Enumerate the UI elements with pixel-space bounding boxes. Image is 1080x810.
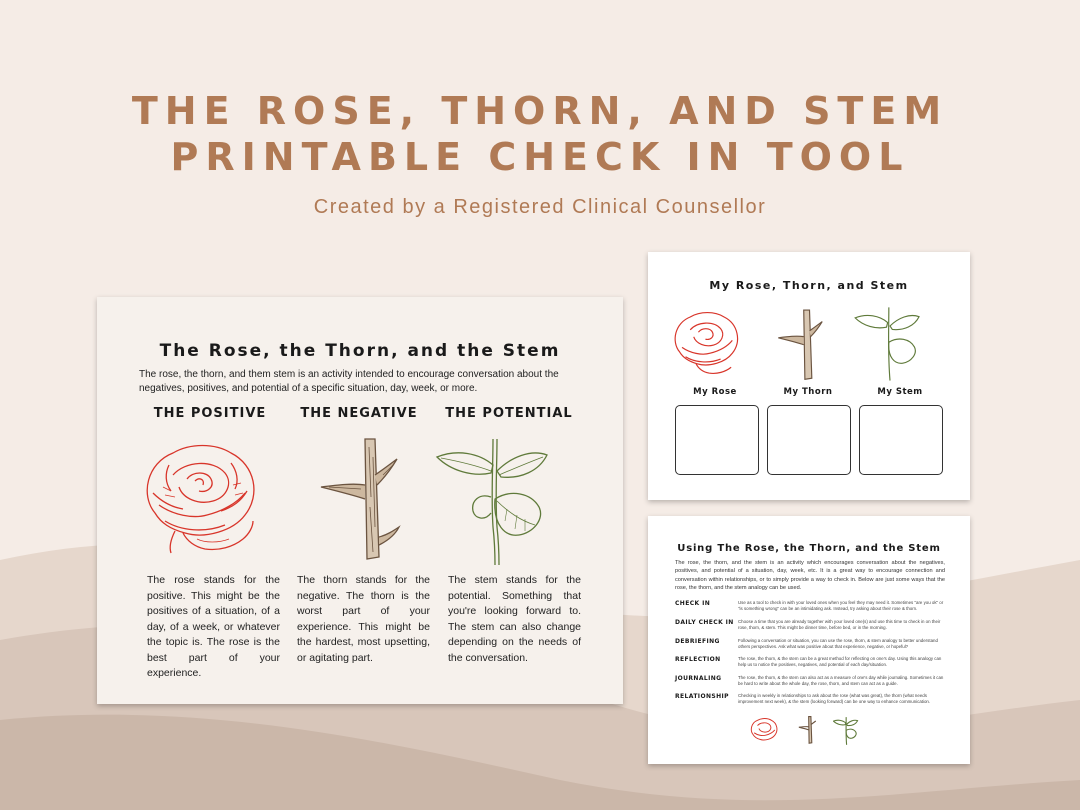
use-term: CHECK IN (675, 600, 711, 607)
positive-description: The rose stands for the positive. This might be the positives of a situation, of a day, of a week, or whatever the topic is. The rose is the best part of your experience. (147, 574, 280, 679)
stem-icon (854, 306, 944, 382)
rose-icon (748, 716, 780, 746)
use-description: The rose, the thorn, & the stem can also act as a measure of one's day while journaling. Sometimes it can be hard to write about the whole day, the rose, thorn, and stem can act as a guide. (738, 675, 944, 687)
negative-heading: THE NEGATIVE (300, 406, 418, 421)
use-term: JOURNALING (675, 675, 722, 682)
use-row (675, 675, 947, 693)
use-row (675, 638, 947, 656)
use-row (675, 600, 947, 618)
rose-icon (135, 435, 265, 560)
thorn-icon (776, 308, 828, 382)
my-thorn-box (767, 405, 851, 475)
rose-icon (668, 306, 744, 380)
use-term: REFLECTION (675, 656, 721, 663)
use-row (675, 619, 947, 637)
my-rose-label: My Rose (693, 387, 737, 397)
potential-description: The stem stands for the potential. Something that you're looking forward to. The stem can also change depending on the needs of the conversation. (448, 574, 581, 664)
my-rose-box (675, 405, 759, 475)
use-description: Checking in weekly in relationships to ask about the rose (what was great), the thorn (what needs improvement next week), & the stem (looking forward) can be one way to enhance communication. (738, 693, 931, 705)
use-description: The rose, the thorn, & the stem can be a great method for reflecting on one's day. Using this analogy can help us to notice the positives, negatives, and potential of each day/situation. (738, 656, 942, 668)
my-thorn-label: My Thorn (783, 387, 833, 397)
positive-heading: THE POSITIVE (153, 406, 267, 421)
thorn-icon (317, 437, 407, 562)
use-description: Choose a time that you are already together with your loved one(s) and use this time to check in on their rose, thorn, & stem. This might be dinner time, before bed, or in the morning. (738, 619, 941, 631)
potential-heading: THE POTENTIAL (445, 406, 573, 421)
use-term: DEBRIEFING (675, 638, 720, 645)
use-term: DAILY CHECK IN (675, 619, 734, 626)
my-stem-box (859, 405, 943, 475)
page-title-line-2: PRINTABLE CHECK IN TOOL (170, 135, 910, 179)
use-row (675, 656, 947, 674)
negative-description: The thorn stands for the negative. The thorn is the worst part of your experience. This might be the hardest, most upsetting, or agitating part. (297, 574, 430, 664)
explanation-card (97, 297, 623, 704)
page-subtitle: Created by a Registered Clinical Counsellor (313, 196, 767, 218)
explanation-card-title: The Rose, the Thorn, and the Stem (159, 341, 561, 361)
my-stem-label: My Stem (877, 387, 923, 397)
stem-icon (833, 716, 867, 746)
worksheet-card-title: My Rose, Thorn, and Stem (709, 279, 909, 292)
use-description: Following a conversation or situation, you can use the rose, thorn, & stem analogy to better understand others perspectives. Ask what was positive about that experience, negative, or hopeful? (738, 638, 938, 650)
uses-card-title: Using The Rose, the Thorn, and the Stem (677, 543, 941, 554)
use-term: RELATIONSHIP (675, 693, 729, 700)
thorn-icon (798, 716, 818, 744)
stem-icon (435, 437, 590, 567)
worksheet-card (648, 252, 970, 500)
page-title-line-1: THE ROSE, THORN, AND STEM (131, 89, 949, 133)
uses-card-intro: The rose, the thorn, and the stem is an activity which encourages conversation about the negatives, positives, and potential of a situation, day, week, etc. It is a great way to encourage connection and conversation within relationships, or to simply provide a way to check in. Below are just some ways that the rose, the thorn, and the stem analogy can be used. (675, 560, 945, 592)
uses-card (648, 516, 970, 764)
explanation-card-intro: The rose, the thorn, and them stem is an activity intended to encourage conversation about the negatives, positives, and potential of a specific situation, day, week, or more. (139, 369, 559, 394)
use-description: Use as a tool to check in with your loved ones when you feel they may need it. Sometimes "are you ok" or "is something wrong" can be an intimidating ask. Instead, try asking about their rose & thorn. (738, 600, 944, 612)
use-row (675, 693, 947, 711)
